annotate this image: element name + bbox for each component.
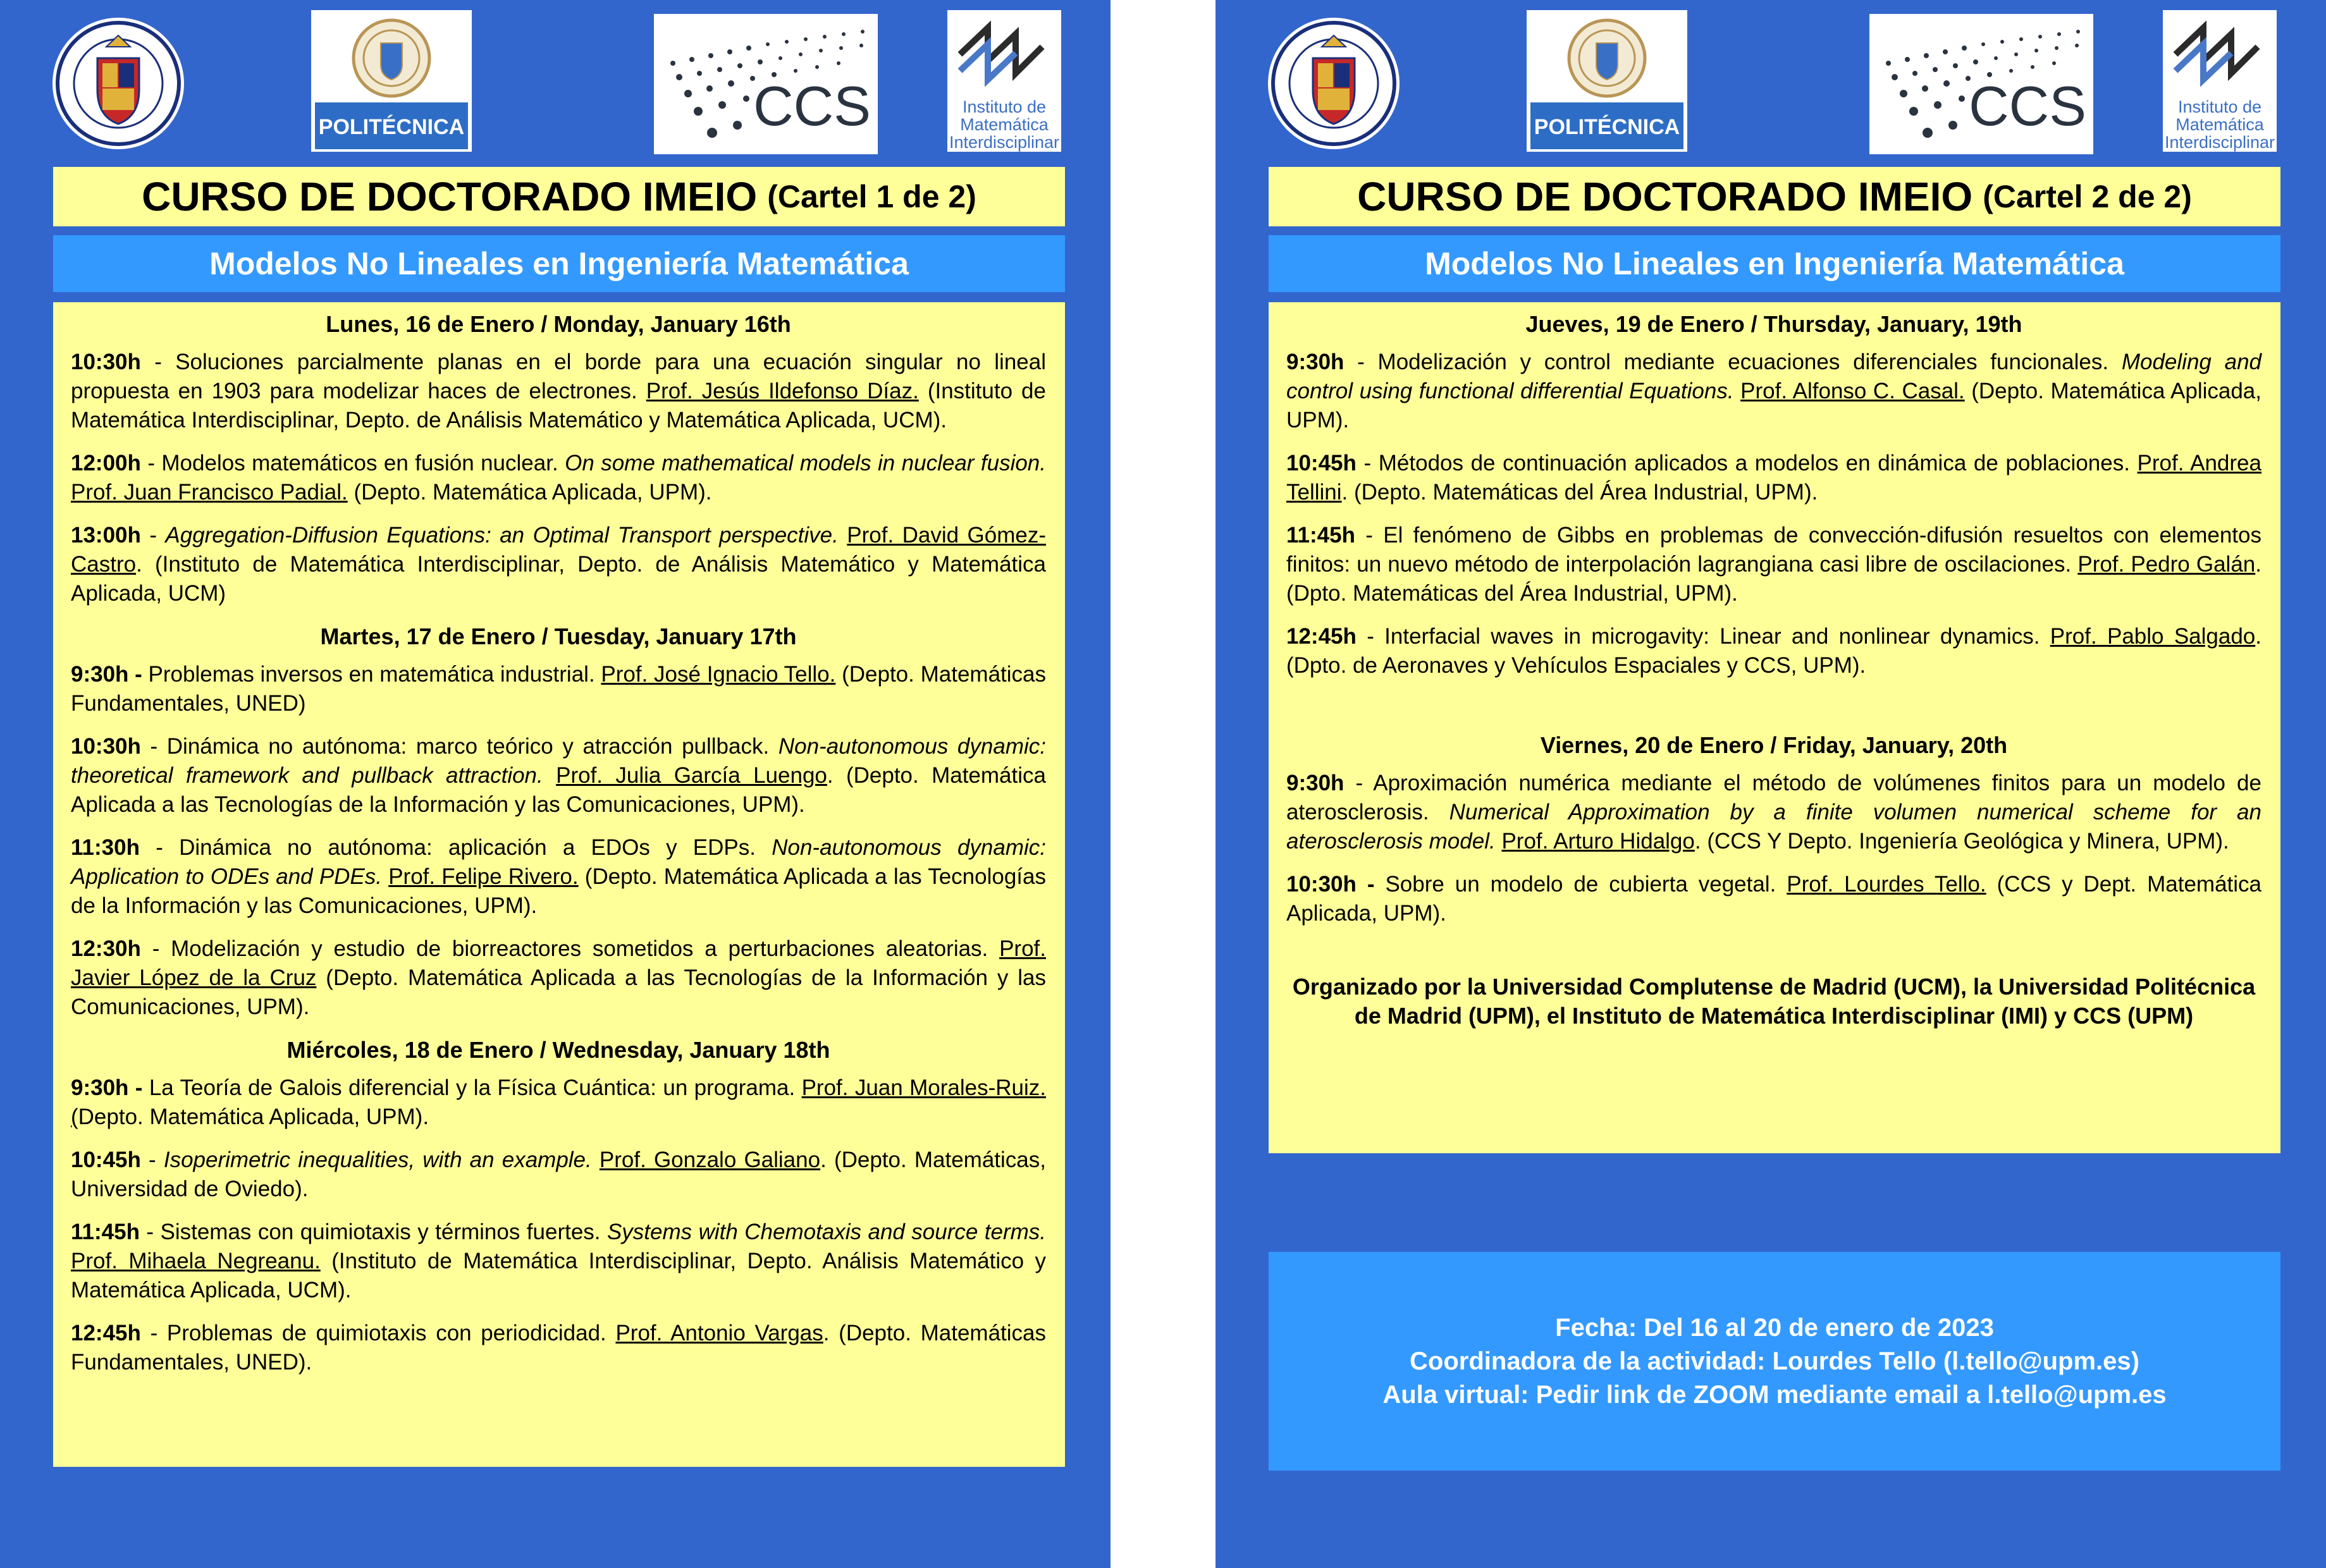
speaker-link[interactable]: Prof. Pablo Salgado — [2050, 624, 2256, 649]
day-heading-wednesday: Miércoles, 18 de Enero / Wednesday, January 18th — [286, 1037, 830, 1063]
session-title: Problemas inversos en matemática industrial. — [142, 662, 601, 687]
session-time: 10:45h — [1286, 451, 1357, 475]
speaker-link[interactable]: Prof. Alfonso C. Casal. — [1740, 379, 1965, 403]
session-item — [71, 1146, 1046, 1204]
session-item — [71, 660, 1046, 718]
session-affiliation: (Depto. Matemática Aplicada, UPM). — [1286, 379, 2261, 432]
session-affiliation: (Depto. Matemática Aplicada a las Tecnologías de la Información y las Comunicaciones, UPM). — [71, 965, 1046, 1019]
day-heading-thursday: Jueves, 19 de Enero / Thursday, January, 19th — [1525, 311, 2022, 337]
session-english-title: Non-autonomous dynamic: theoretical framework and pullback attraction. — [71, 734, 1046, 788]
imi-logo-line-1: Instituto de — [962, 97, 1047, 116]
session-item — [71, 348, 1046, 435]
poster-2-title-bar — [1269, 167, 2280, 226]
session-title: - Modelos matemáticos en fusión nuclear. — [140, 451, 565, 475]
session-time: 12:00h — [71, 451, 141, 475]
session-title: - Interfacial waves in microgavity: Linear and nonlinear dynamics. — [1356, 624, 2050, 649]
sessions-monday — [71, 348, 1046, 608]
session-time: 11:30h — [71, 835, 140, 860]
session-item — [71, 732, 1046, 819]
session-time: 12:45h — [71, 1321, 141, 1345]
session-title: - Modelización y control mediante ecuaciones diferenciales funcionales. — [1344, 350, 2122, 374]
session-title: - — [140, 1148, 164, 1172]
upm-logo — [1527, 10, 1687, 152]
course-info-box — [1269, 1252, 2280, 1471]
ucm-logo — [1264, 10, 1404, 157]
session-time: 10:30h — [71, 350, 141, 374]
session-time: 12:30h — [71, 936, 141, 961]
session-time: 10:30h — [71, 734, 141, 759]
imi-logo-line-1: Instituto de — [2177, 97, 2262, 116]
session-item — [1286, 769, 2261, 856]
speaker-link[interactable]: Prof. Pedro Galán — [2077, 552, 2256, 577]
sessions-wednesday — [71, 1074, 1046, 1377]
upm-logo — [311, 10, 472, 152]
session-affiliation: . (Dpto. Matemáticas del Área Industrial, UPM). — [1286, 552, 2261, 606]
speaker-link[interactable]: Prof. Andrea Tellini — [1286, 451, 2261, 505]
poster-1-title: CURSO DE DOCTORADO IMEIO — [142, 174, 758, 219]
session-affiliation: (Instituto de Matemática Interdisciplinar, Depto. de Análisis Matemático y Matemática Aplicada, UCM). — [71, 379, 1046, 432]
speaker-link[interactable]: Prof. Julia García Luengo — [556, 763, 827, 788]
session-item — [71, 1074, 1046, 1132]
session-time: 13:00h — [71, 523, 141, 548]
session-title: - Soluciones parcialmente planas en el borde para una ecuación singular no lineal propuesta en 1903 para modelizar haces de electrones. — [71, 350, 1046, 403]
session-item — [1286, 449, 2261, 507]
session-title: - — [140, 523, 166, 548]
session-time: 10:45h — [71, 1148, 141, 1172]
speaker-link[interactable]: Prof. Mihaela Negreanu. — [71, 1249, 321, 1273]
day-heading-friday: Viernes, 20 de Enero / Friday, January, 20th — [1540, 732, 2008, 758]
session-affiliation: . (Depto. Matemáticas, Universidad de Oviedo). — [71, 1148, 1046, 1201]
ccs-logo — [1869, 14, 2093, 154]
upm-logo-text: POLITÉCNICA — [318, 115, 465, 139]
speaker-link[interactable]: Prof. Jesús Ildefonso Díaz. — [646, 379, 919, 403]
session-affiliation: . (Depto. Matemática Aplicada a las Tecnologías de la Información y las Comunicaciones, UPM). — [71, 763, 1046, 817]
poster-1 — [0, 0, 1111, 1568]
course-coordinator: Coordinadora de la actividad: Lourdes Tello (l.tello@upm.es) — [1410, 1347, 2139, 1375]
poster-2-program — [1269, 302, 2280, 1153]
course-date: Fecha: Del 16 al 20 de enero de 2023 — [1555, 1313, 1994, 1342]
session-time: 11:45h — [71, 1220, 140, 1244]
poster-1-subtitle: Modelos No Lineales en Ingeniería Matemática — [53, 235, 1065, 292]
day-heading-monday: Lunes, 16 de Enero / Monday, January 16th — [326, 311, 791, 337]
ccs-logo-text: CCS — [1969, 75, 2086, 137]
sessions-friday — [1286, 769, 2261, 928]
session-affiliation: (Instituto de Matemática Interdisciplinar, Depto. Análisis Matemático y Matemática Aplicada, UCM). — [71, 1249, 1046, 1302]
session-affiliation: . (Dpto. de Aeronaves y Vehículos Espaciales y CCS, UPM). — [1286, 624, 2262, 678]
sessions-thursday — [1286, 348, 2261, 680]
imi-logo-line-2: Matemática — [2175, 115, 2264, 134]
session-item — [1286, 870, 2261, 928]
session-item — [71, 521, 1046, 608]
session-english-title: Modeling and control using functional differential Equations. — [1286, 350, 2262, 403]
session-time: 9:30h - — [71, 662, 142, 687]
session-english-title: Numerical Approximation by a finite volumen numerical scheme for an aterosclerosis model. — [1286, 800, 2261, 854]
imi-logo-line-3: Interdisciplinar — [2164, 133, 2275, 152]
session-item — [71, 934, 1046, 1022]
imi-logo-line-3: Interdisciplinar — [949, 133, 1060, 152]
poster-2-title-suffix: (Cartel 2 de 2) — [1983, 179, 2192, 214]
session-affiliation: . (Instituto de Matemática Interdisciplinar, Depto. de Análisis Matemático y Matemática Aplicada, UCM) — [71, 552, 1046, 606]
poster-1-title-bar — [53, 167, 1065, 226]
session-title: - Sistemas con quimiotaxis y términos fuertes. — [139, 1220, 607, 1244]
session-item — [1286, 348, 2261, 435]
session-item — [71, 833, 1046, 921]
speaker-link[interactable]: Prof. Gonzalo Galiano — [599, 1148, 821, 1172]
session-item — [1286, 521, 2261, 608]
speaker-link[interactable]: Prof. Juan Morales-Ruiz. ( — [71, 1075, 1046, 1129]
imi-logo — [947, 10, 1061, 152]
sessions-tuesday — [71, 660, 1046, 1022]
session-affiliation: . (Depto. Matemáticas Fundamentales, UNED). — [71, 1321, 1046, 1375]
session-time: 9:30h — [1286, 771, 1345, 795]
session-english-title: Non-autonomous dynamic: Application to ODEs and PDEs. — [71, 835, 1046, 889]
day-heading-tuesday: Martes, 17 de Enero / Tuesday, January 17th — [320, 623, 797, 649]
session-affiliation: (Depto. Matemática Aplicada, UPM). — [347, 480, 712, 505]
session-english-title: Systems with Chemotaxis and source terms. — [606, 1220, 1047, 1244]
session-english-title: Isoperimetric inequalities, with an example. — [163, 1148, 592, 1172]
speaker-link[interactable]: Prof. Arturo Hidalgo — [1501, 829, 1695, 854]
speaker-link[interactable]: Prof. Juan Francisco Padial. — [71, 480, 348, 505]
session-title: Sobre un modelo de cubierta vegetal. — [1374, 872, 1787, 897]
session-time: 9:30h — [1286, 350, 1345, 374]
imi-logo-line-2: Matemática — [960, 115, 1049, 134]
session-affiliation: Depto. Matemática Aplicada, UPM). — [78, 1105, 429, 1129]
session-item — [71, 1319, 1046, 1377]
poster-1-program — [53, 302, 1065, 1467]
session-title: La Teoría de Galois diferencial y la Física Cuántica: un programa. — [142, 1075, 802, 1100]
session-english-title: On some mathematical models in nuclear fusion. — [565, 451, 1046, 475]
session-title: - Modelización y estudio de biorreactores sometidos a perturbaciones aleatorias. — [140, 936, 1000, 961]
ccs-logo — [654, 14, 878, 154]
session-title: - El fenómeno de Gibbs en problemas de convección-difusión resueltos con elementos finitos: un nuevo método de interpolación lagrangiana casi libre de oscilaciones. — [1286, 523, 2261, 577]
session-item — [71, 1218, 1046, 1305]
organizer-note: Organizado por la Universidad Complutense de Madrid (UCM), la Universidad Politécnica de Madrid (UPM), el Instituto de Matemática Interdisciplinar (IMI) y CCS (UPM) — [1292, 974, 2256, 1029]
session-affiliation: (CCS y Dept. Matemática Aplicada, UPM). — [1286, 872, 2261, 926]
poster-2-subtitle: Modelos No Lineales en Ingeniería Matemática — [1269, 235, 2280, 292]
poster-2 — [1215, 0, 2326, 1568]
spacer — [1286, 694, 2261, 730]
speaker-link[interactable]: Prof. Felipe Rivero. — [388, 864, 579, 889]
session-item — [1286, 622, 2261, 680]
session-title: - Métodos de continuación aplicados a modelos en dinámica de poblaciones. — [1356, 451, 2138, 475]
ccs-logo-text: CCS — [753, 75, 871, 137]
speaker-link[interactable]: Prof. Lourdes Tello. — [1787, 872, 1986, 897]
session-time: 10:30h - — [1286, 872, 1375, 897]
upm-logo-text: POLITÉCNICA — [1534, 115, 1680, 139]
session-title: - Dinámica no autónoma: aplicación a EDOs y EDPs. — [139, 835, 772, 860]
session-title: - Problemas de quimiotaxis con periodicidad. — [140, 1321, 616, 1345]
imi-logo — [2163, 10, 2277, 152]
speaker-link[interactable]: Prof. David Gómez-Castro — [71, 523, 1046, 577]
session-english-title: Aggregation-Diffusion Equations: an Optimal Transport perspective. — [165, 523, 839, 548]
session-item — [71, 449, 1046, 507]
session-title: - Aproximación numérica mediante el método de volúmenes finitos para un modelo de aterosclerosis. — [1286, 771, 2261, 824]
session-affiliation: (Depto. Matemáticas Fundamentales, UNED) — [71, 662, 1046, 716]
speaker-link[interactable]: Prof. José Ignacio Tello. — [601, 662, 836, 687]
ucm-logo — [48, 10, 188, 157]
session-time: 12:45h — [1286, 624, 1357, 649]
speaker-link[interactable]: Prof. Javier López de la Cruz — [71, 936, 1046, 990]
session-title: - Dinámica no autónoma: marco teórico y atracción pullback. — [140, 734, 778, 759]
session-time: 9:30h - — [71, 1075, 143, 1100]
poster-1-title-suffix: (Cartel 1 de 2) — [767, 179, 976, 214]
speaker-link[interactable]: Prof. Antonio Vargas — [615, 1321, 823, 1345]
session-time: 11:45h — [1286, 523, 1355, 548]
session-affiliation: . (Depto. Matemáticas del Área Industrial, UPM). — [1341, 480, 1818, 505]
session-affiliation: . (CCS Y Depto. Ingeniería Geológica y Minera, UPM). — [1694, 829, 2229, 854]
virtual-classroom-note: Aula virtual: Pedir link de ZOOM mediante email a l.tello@upm.es — [1382, 1380, 2167, 1409]
session-affiliation: (Depto. Matemática Aplicada a las Tecnologías de la Información y las Comunicaciones, UPM). — [71, 864, 1046, 918]
poster-2-title: CURSO DE DOCTORADO IMEIO — [1357, 174, 1973, 219]
